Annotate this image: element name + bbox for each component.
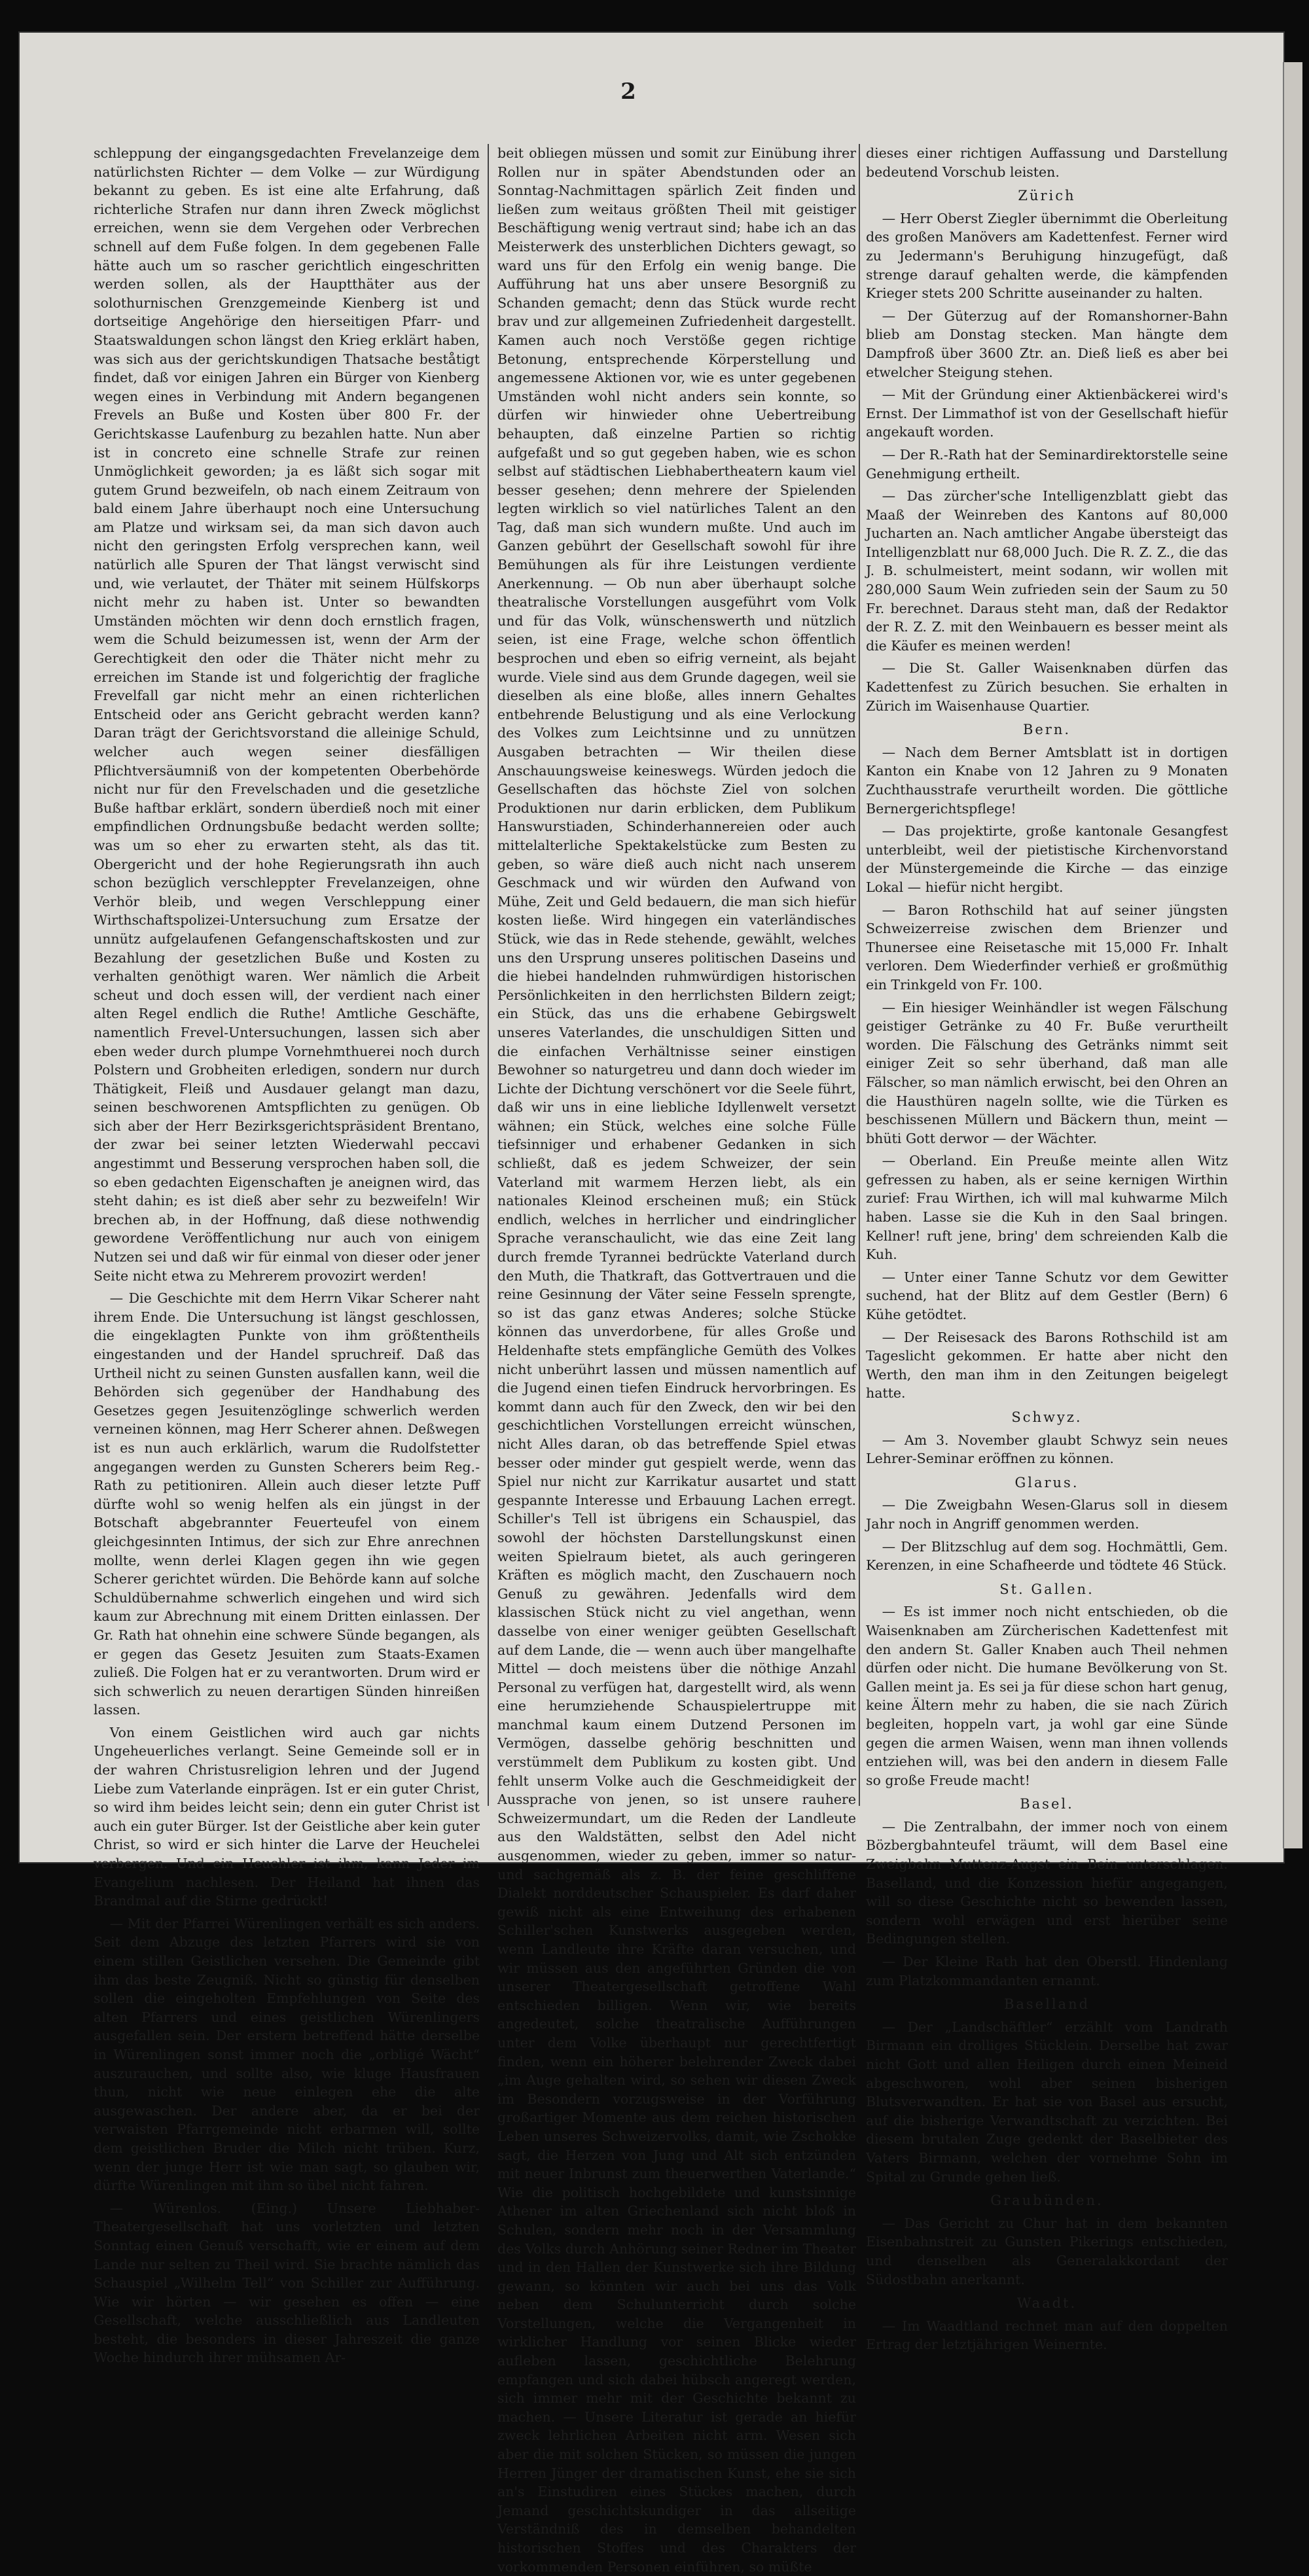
section-heading-bern: Bern. [1022, 722, 1071, 738]
news-item: — Herr Oberst Ziegler übernimmt die Oberleitung des großen Manövers am Kadettenfest. Ferner wird zu Jedermann's Beruhigung hinzugefügt, daß strenge darauf gehalten werde, die kämpfenden Krieger stets 200 Schritte auseinander zu halten. [866, 210, 1228, 302]
news-item: — Der Güterzug auf der Romanshorner-Bahn blieb am Donstag stecken. Man hängte dem Dampfroß über 3600 Ztr. an. Dieß ließ es aber bei etwelcher Steigung stehen. [866, 308, 1228, 380]
column-3 [866, 144, 1228, 2353]
news-item: — Der R.-Rath hat der Seminardirektorstelle seine Genehmigung ertheilt. [866, 446, 1228, 482]
column-1 [94, 144, 480, 2366]
news-item: — Das Gericht zu Chur hat in dem bekannten Eisenbahnstreit zu Gunsten Pikerings entschieden, und denselben als Generalakkordant der Südostbahn anerkannt. [866, 2215, 1228, 2287]
news-item: — Der Blitzschlug auf dem sog. Hochmättli, Gem. Kerenzen, in eine Schafheerde und tödtete 46 Stück. [866, 1538, 1228, 1574]
page-number: 2 [620, 79, 636, 105]
news-item: — Am 3. November glaubt Schwyz sein neues Lehrer-Seminar eröffnen zu können. [866, 1432, 1228, 1467]
news-item: — Mit der Gründung einer Aktienbäckerei wird's Ernst. Der Limmathof ist von der Gesellschaft hiefür angekauft worden. [866, 387, 1228, 440]
section-heading-st-gallen: St. Gallen. [999, 1581, 1094, 1597]
section-heading-glarus: Glarus. [1014, 1474, 1079, 1491]
news-item: — Das projektirte, große kantonale Gesangfest unterbleibt, weil der pietistische Kirchenvorstand der Münstergemeinde die Kirche — das einzige Lokal — hiefür nicht hergibt. [866, 823, 1228, 895]
news-item: — Nach dem Berner Amtsblatt ist in dortigen Kanton ein Knabe von 12 Jahren zu 9 Monaten Zuchthausstrafe verurtheilt worden. Die göttliche Bernergerichtspflege! [866, 744, 1228, 817]
section-heading-baselland: Baselland [1003, 1996, 1090, 2013]
article-paragraph: beit obliegen müssen und somit zur Einübung ihrer Rollen nur in später Abendstunden oder an Sonntag-Nachmittagen spärlich Zeit finden und ließen zum weitaus größten Theil mit geistiger Beschäftigung wenig vertraut sind; habe ich an das Meisterwerk des unsterblichen Dichters gewagt, so ward uns für den Erfolg ein wenig bange. Die Aufführung hat uns aber unsere Besorgniß zu Schanden gemacht; denn das Stück wurde recht brav und zur allgemeinen Zufriedenheit dargestellt. Kamen auch noch Verstöße gegen richtige Betonung, entsprechende Körperstellung und angemessene Aktionen vor, wie es unter gegebenen Umständen wohl nicht anders sein konnte, so dürfen wir hinwieder ohne Uebertreibung behaupten, daß einzelne Partien so richtig aufgefaßt und so gut gegeben haben, wie es schon selbst auf städtischen Liebhabertheatern kaum viel besser gesehen; denn mehrere der Spielenden legten wirklich so viel natürliches Talent an den Tag, daß man sich wundern mußte. Und auch im Ganzen gebührt der Gesellschaft sowohl für ihre Bemühungen als für ihre Leistungen verdiente Anerkennung. — Ob nun aber überhaupt solche theatralische Vorstellungen ausgeführt vom Volk und für das Volk, wünschenswerth und nützlich seien, ist eine Frage, welche schon öffentlich besprochen und eben so eifrig verneint, als bejaht wurde. Viele sind aus dem Grunde dagegen, weil sie dieselben als eine bloße, alles innern Gehaltes entbehrende Belustigung und als eine Verlockung des Volkes zum Leichtsinne und zu unnützen Ausgaben betrachten — Wir theilen diese Anschauungsweise keineswegs. Würden jedoch die Gesellschaften das höchste Ziel von solchen Produktionen nur darin erblicken, dem Publikum Hanswurstiaden, Schinderhannereien oder auch mittelalterliche Spektakelstücke zum Besten zu geben, so wäre dieß auch nicht nach unserem Geschmack und wir würden den Aufwand von Mühe, Zeit und Geld bedauern, die man sich hiefür kosten ließe. Wird hingegen ein vaterländisches Stück, wie das in Rede stehende, gewählt, welches uns den Ursprung unseres politischen Daseins und die hiebei handelnden ruhmwürdigen historischen Persönlichkeiten in den herrlichsten Bildern zeigt; ein Stück, das uns die erhabene Gebirgswelt unseres Vaterlandes, die unschuldigen Sitten und die einfachen Verhältnisse seiner einstigen Bewohner so naturgetreu und dann doch wieder im Lichte der Dichtung verschönert vor die Seele führt, daß wir uns in eine liebliche Idyllenwelt versetzt wähnen; ein Stück, welches eine solche Fülle tiefsinniger und erhabener Gedanken in sich schließt, daß es jedem Schweizer, der sein Vaterland mit warmem Herzen liebt, als ein nationales Kleinod erscheinen muß; ein Stück endlich, welches in herrlicher und eindringlicher Sprache veranschaulicht, wie das eine Zeit lang durch fremde Tyrannei bedrückte Vaterland durch den Muth, die Thatkraft, das Gottvertrauen und die reine Gesinnung der Väter seine Fesseln sprengte, so ist das ganz etwas Anderes; solche Stücke können das unverdorbene, für alles Große und Heldenhafte stets empfängliche Gemüth des Volkes nicht unberührt lassen und müssen namentlich auf die Jugend einen tiefen Eindruck hervorbringen. Es kommt dann auch für den Zweck, den wir bei den geschichtlichen Vorstellungen erreicht wünschen, nicht Alles daran, ob das betreffende Spiel etwas besser oder minder gut gespielt werde, wenn das Spiel nur nicht zur Karrikatur ausartet und statt gespannte Interesse und Erbauung Lachen erregt. Schiller's Tell ist übrigens ein Schauspiel, das sowohl der höchsten Darstellungskunst einen weiten Spielraum bietet, als auch geringeren Kräften es möglich macht, den Zuschauern noch Genuß zu gewähren. Jedenfalls wird dem klassischen Stück nicht zu viel angethan, wenn dasselbe von einer weniger geübten Gesellschaft auf dem Lande, die — wenn auch über mangelhafte Mittel — doch meistens über die nöthige Anzahl Personal zu verfügen hat, dargestellt wird, als wenn eine herumziehende Schauspielertruppe mit manchmal kaum einem Dutzend Personen im Vermögen, dasselbe gehörig beschnitten und verstümmelt dem Publikum zu kosten gibt. Und fehlt unserm Volke auch die Geschmeidigkeit der Aussprache von jenen, so ist unsere rauhere Schweizermundart, um die Reden der Landleute aus den Waldstätten, selbst den Adel nicht ausgenommen, wieder zu geben, immer so natur- und sachgemäß als z. B. der feine geschliffene Dialekt norddeutscher Schauspieler. Es darf daher gewiß nicht als eine Entweihung des erhabenen Schiller'schen Kunstwerks ausgegeben werden, wenn Landleute ihre Kräfte daran versuchen, und wir müssen aus den angeführten Gründen die von unserer Theatergesellschaft getroffene Wahl entschieden billigen. Wenn wir, wie bereits angedeutet, solche theatralische Aufführungen unter dem Volke überhaupt nur gerechtfertigt finden, wenn ein höherer belehrender Zweck dabei „im Auge gehalten wird, so sehen wir diesen Zweck im Besondern vorzugsweise in der Vorführung großartiger Momente aus dem reichen historischen Leben unseres Schweizervolks, damit, wie Zschokke sagt, die Herzen von Jung und Alt sich entzünden mit neuer Inbrunst zum theuerwerthen Vaterlande.“ Wie die politisch hochgebildete und kunstsinnige Athener im alten Griechenland sich nicht bloß in Schulen, sondern mehr noch in der Versammlung des Volks durch Anhörung seiner Redner im Theater und in den Hallen der Kunstwerke sich ihre Bildung gewann, so könnten wir auch bei uns das Volk neben dem Schulunterricht durch solche Vorstellungen, welche die Vergangenheit in wirklicher Handlung vor seinen Blicke wieder aufleben lassen, geschichtliche Belehrung empfangen und sich dabei hübsch angeregt werden, sich immer mehr mit der Geschichte bekannt zu machen. — Unsere Literatur ist gerade an hiefür zweck lehrlichen Arbeiten nicht arm. Wesen sich aber die mit solchen Stücken, so müssen die jungen Herren Jünger der dramatischen Kunst, ehe sie sich an's Einstudiren eines Stückes machen, durch Jemand geschichtskundiger in das allseitige Verständniß des in demselben behandelten historischen Stoffes und des Charakters der vorkommenden Personen einführen, so müßte [497, 145, 856, 2575]
article-paragraph: schleppung der eingangsgedachten Frevelanzeige dem natürlichsten Richter — dem Volke — zur Würdigung bekannt zu geben. Es ist eine alte Erfahrung, daß richterliche Strafen nur dann ihren Zweck möglichst erreichen, wenn sie dem Vergehen oder Verbrechen schnell auf dem Fuße folgen. In dem gegebenen Falle hätte auch um so rascher gerichtlich eingeschritten werden sollen, als der Hauptthäter aus der solothurnischen Grenzgemeinde Kienberg ist und dortseitige Angehörige den hierseitigen Pfarr- und Staatswaldungen schon längst den Krieg erklärt haben, was sich aus der gerichtskundigen Thatsache beståtigt findet, daß vor einigen Jahren ein Bürger von Kienberg wegen eines in Verbindung mit Andern begangenen Frevels an Buße und Kosten über 800 Fr. der Gerichtskasse Laufenburg zu bezahlen hatte. Nun aber ist in concreto eine schnelle Strafe zur reinen Unmöglichkeit geworden; ja es läßt sich sogar mit gutem Grund bezweifeln, ob nach einem Zeitraum von bald einem Jahre überhaupt noch eine Untersuchung am Platze und wirksam sei, da man sich davon auch nicht den geringsten Erfolg versprechen kann, weil natürlich alle Spuren der That längst verwischt sind und, wie verlautet, der Thäter mit seinem Hülfskorps nicht mehr zu haben ist. Unter so bewandten Umständen möchten wir denn doch ernstlich fragen, wem die Schuld beizumessen ist, wenn der Arm der Gerechtigkeit den oder die Thäter nicht mehr zu erreichen im Stande ist und folgerichtig der fragliche Frevelfall gar nicht mehr an einen richterlichen Entscheid oder ans Gericht gebracht werden kann? Daran trägt der Gerichtsvorstand die alleinige Schuld, welcher auch wegen seiner diesfälligen Pflichtversäumniß von der kompetenten Oberbehörde nicht nur für den Frevelschaden und die gesetzliche Buße haftbar erklärt, sondern überdieß noch mit einer empfindlichen Ordnungsbuße bedacht werden sollte; was um so eher zu erwarten steht, als das tit. Obergericht und der hohe Regierungsrath ihn auch schon bezüglich verschleppter Frevelanzeigen, ohne Verhör bleib, und wegen Verschleppung einer Wirthschaftspolizei-Untersuchung zum Ersatze der unnütz aufgelaufenen Gefangenschaftskosten und zur Bezahlung der gesetzlichen Buße und Kosten zu verhalten genöthigt waren. Wer nämlich die Arbeit scheut und doch essen will, der verdient nach einer alten Regel endlich die Ruthe! Amtliche Geschäfte, namentlich Frevel-Untersuchungen, lassen sich aber eben weder durch plumpe Vornehmthuerei noch durch Polstern und Grobheiten erledigen, sondern nur durch Thätigkeit, Fleiß und Ausdauer gelangt man dazu, seinen beschworenen Amtspflichten zu genügen. Ob sich aber der Herr Bezirksgerichtspräsident Brentano, der zwar bei seiner letzten Wiederwahl peccavi angestimmt und Besserung versprochen haben soll, die so eben gedachten Eigenschaften je aneignen wird, das steht dahin; es ist dieß aber sehr zu bezweifeln! Wir brechen ab, in der Hoffnung, daß diese nothwendig gewordene Veröffentlichung nur auch von einigem Nutzen sei und daß wir für einmal von dieser oder jener Seite nicht etwa zu Mehrerem provozirt werden! [94, 145, 480, 1284]
next-page-edge [1283, 62, 1302, 1848]
column-divider [488, 144, 489, 1806]
news-item: — Unter einer Tanne Schutz vor dem Gewitter suchend, hat der Blitz auf dem Gestler (Bern) 6 Kühe getödtet. [866, 1269, 1228, 1323]
news-item: — Es ist immer noch nicht entschieden, ob die Waisenknaben am Zürcherischen Kadettenfest mit den andern St. Galler Knaben auch Theil nehmen dürfen oder nicht. Die humane Bevölkerung von St. Gallen meint ja. Es sei ja für diese schon hart genug, keine Ältern mehr zu haben, die sie nach Zürich begleiten, hoppeln vart, ja wohl gar eine Sünde gegen die armen Waisen, wenn man ihnen vollends entziehen will, was bei den andern in diesem Falle so große Freude macht! [866, 1604, 1228, 1788]
section-heading-graubunden: Graubünden. [990, 2193, 1103, 2209]
section-heading-zurich: Zürich [1018, 188, 1076, 204]
news-item: — Die Zentralbahn, der immer noch von einem Bözbergbahnteufel träumt, will dem Basel eine Zweigbahn Muttenz-Augst ein Bein unterschlagen. Baselland, und die Konzession hiefür angegangen, will so diese Geschichte nicht so bewenden lassen, sondern wohl erwägen und erst hierüber seine Bedingungen stellen. [866, 1818, 1228, 1947]
news-item: — Der „Landschäftler“ erzählt vom Landrath Birmann ein drolliges Stücklein. Derselbe hat zwar nicht Gott und allen Heiligen durch einen Meineid abgeschworen, wohl aber seinen bisherigen Blutsverwandten. Er hat sie von Basel aus ersucht, auf die bisherige Verwandtschaft zu verzichten. Bei diesem brutalen Zuge gedenkt der Baselbieter des Vaters Birmann, welchen der vornehme Sohn im Spital zu Grunde gehen ließ. [866, 2019, 1228, 2185]
news-item: — Die St. Galler Waisenknaben dürfen das Kadettenfest zu Zürich besuchen. Sie erhalten in Zürich im Waisenhause Quartier. [866, 660, 1228, 714]
article-paragraph: — Die Geschichte mit dem Herrn Vikar Scherer naht ihrem Ende. Die Untersuchung ist längst geschlossen, die eingeklagten Punkte von ihm größtentheils eingestanden und der Handel spruchreif. Daß das Urtheil nicht zu seinen Gunsten ausfallen kann, weil die Behörden sich gegenüber der Handhabung des Gesetzes gegen Jesuitenzöglinge schwerlich werden verneinen können, mag Herr Scherer ahnen. Deßwegen ist es nun auch erklärlich, warum die Rudolfstetter angegangen werden zu Gunsten Scherers beim Reg.-Rath zu petitioniren. Allein auch dieser letzte Puff dürfte wohl so wenig helfen als ein jüngst in der Botschaft abgebrannter Feuerteufel von einem gleichgesinnten Intimus, der sich zur Ehre anrechnen mollte, wenn derlei Klagen gegen ihn wie gegen Scherer gerichtet würden. Die Behörde kann auf solche Schuldübernahme schwerlich eingehen und wird sich kaum zur Abrechnung mit einem Dritten einlassen. Der Gr. Rath hat ohnehin eine schwere Sünde begangen, als er gegen das Gesetz Jesuiten zum Staats-Examen zuließ. Die Folgen hat er zu verantworten. Drum wird er sich schwerlich zu neuen derartigen Sünden hinreißen lassen. [94, 1290, 480, 1718]
article-paragraph: — Würenlos. (Eing.) Unsere Liebhaber-Theatergesellschaft hat uns vorletzten und letzten Sonntag einen Genuß verschafft, wie er einem auf dem Lande nur selten zu Theil wird. Sie brachte nämlich das Schauspiel „Wilhelm Tell“ von Schiller zur Aufführung. Wie wir hörten — wir gesehen es offen — eine Gesellschaft, welche ausschließlich aus Landleuten besteht, die besonders in dieser Jahreszeit die ganze Woche hindurch ihrer mühsamen Ar- [94, 2200, 480, 2366]
article-paragraph: Von einem Geistlichen wird auch gar nichts Ungeheuerliches verlangt. Seine Gemeinde soll er in der wahren Christusreligion lehren und der Jugend Liebe zum Vaterlande einprägen. Ist er ein guter Christ, so wird ihm beides leicht sein; denn ein guter Christ ist auch ein guter Bürger. Ist der Geistliche aber kein guter Christ, so wird er sich hinter die Larve der Heuchelei verbergen. Und ein Heuchler ist ihm, kann Jeder im Evangelium nachlesen. Der Heiland hat ihnen das Brandmal auf die Stirne gedrückt! [94, 1724, 480, 1909]
section-heading-schwyz: Schwyz. [1011, 1409, 1083, 1425]
news-item: — Im Waadtland rechnet man auf den doppelten Ertrag der letztjährigen Weinernte. [866, 2318, 1228, 2353]
news-item: — Der Kleine Rath hat den Oberstl. Hindenlang zum Platzkommandanten ernannt. [866, 1954, 1228, 1988]
section-heading-basel: Basel. [1020, 1796, 1074, 1812]
article-paragraph: — Mit der Pfarrei Würenlingen verhält es sich anders. Seit dem Abzuge des letzten Pfarrers wird sie von einem stillen Geistlichen versehen. Die Gemeinde gibt ihm das beste Zeugniß. Nicht so günstig für denselben sollen die eingeholten Empfehlungen von Seite des alten Pfarrers und eines geistlichen Würenlingers ausgefallen sein. Der erstern betreffend hätte derselbe in Würenlingen sonst immer noch die „orbligé Wächt“ auszurauchen, und sollte also, wie kluge Hausfrauen thun, nicht wie neue einlegen ehe die alte ausgewaschen. Der andere aber, da er bei der verwaisten Pfarrgemeinde nicht erbarmen will, sollte dem geistlichen Bruder die Milch nicht trüben. Kurz, wenn der junge Herr ist wie man sagt, so glauben wir, dürfte Würenlingen mit ihm so übel nicht fahren. [94, 1915, 480, 2194]
news-item: — Der Reisesack des Barons Rothschild ist am Tageslicht gekommen. Er hatte aber nicht den Werth, den man ihm in den Zeitungen beigelegt hatte. [866, 1329, 1228, 1402]
section-heading-waadt: Waadt. [1016, 2295, 1077, 2312]
news-item: — Ein hiesiger Weinhändler ist wegen Fälschung geistiger Getränke zu 40 Fr. Buße verurtheilt worden. Die Fälschung des Getränks nimmt seit einiger Zeit so sehr überhand, daß man alle Fälscher, so man nämlich erwischt, bei den Ohren an die Hausthüren nageln sollte, wie die Türken es beschissenen Müllern und Bäckern thun, meint — bhüti Gott derwor — der Wächter. [866, 999, 1228, 1146]
news-item: — Die Zweigbahn Wesen-Glarus soll in diesem Jahr noch in Angriff genommen werden. [866, 1497, 1228, 1532]
news-item: — Das zürcher'sche Intelligenzblatt giebt das Maaß der Weinreben des Kantons auf 80,000 Jucharten an. Nach amtlicher Angabe übersteigt das Intelligenzblatt nur 68,000 Juch. Die R. Z. Z., die das J. B. schulmeistert, meint sodann, wir wollen mit 280,000 Saum Wein zufrieden sein der Saum zu 50 Fr. berechnet. Daraus steht man, daß der Redaktor der R. Z. Z. mit den Weinbauern es besser meint als die Käufer es meinen werden! [866, 488, 1228, 654]
article-paragraph: dieses einer richtigen Auffassung und Darstellung bedeutend Vorschub leisten. [866, 145, 1228, 180]
column-2 [497, 144, 856, 2575]
news-item: — Baron Rothschild hat auf seiner jüngsten Schweizerreise zwischen dem Brienzer und Thunersee eine Reisetasche mit 15,000 Fr. Inhalt verloren. Dem Wiederfinder verhieß er großmüthig ein Trinkgeld von Fr. 100. [866, 902, 1228, 993]
news-item: — Oberland. Ein Preuße meinte allen Witz gefressen zu haben, als er seine kernigen Wirthin zurief: Frau Wirthen, ich will mal kuhwarme Milch haben. Lasse sie die Kuh in den Saal bringen. Kellner! ruft jene, bring' dem schreienden Kalb die Kuh. [866, 1153, 1228, 1263]
column-divider [859, 144, 860, 1806]
